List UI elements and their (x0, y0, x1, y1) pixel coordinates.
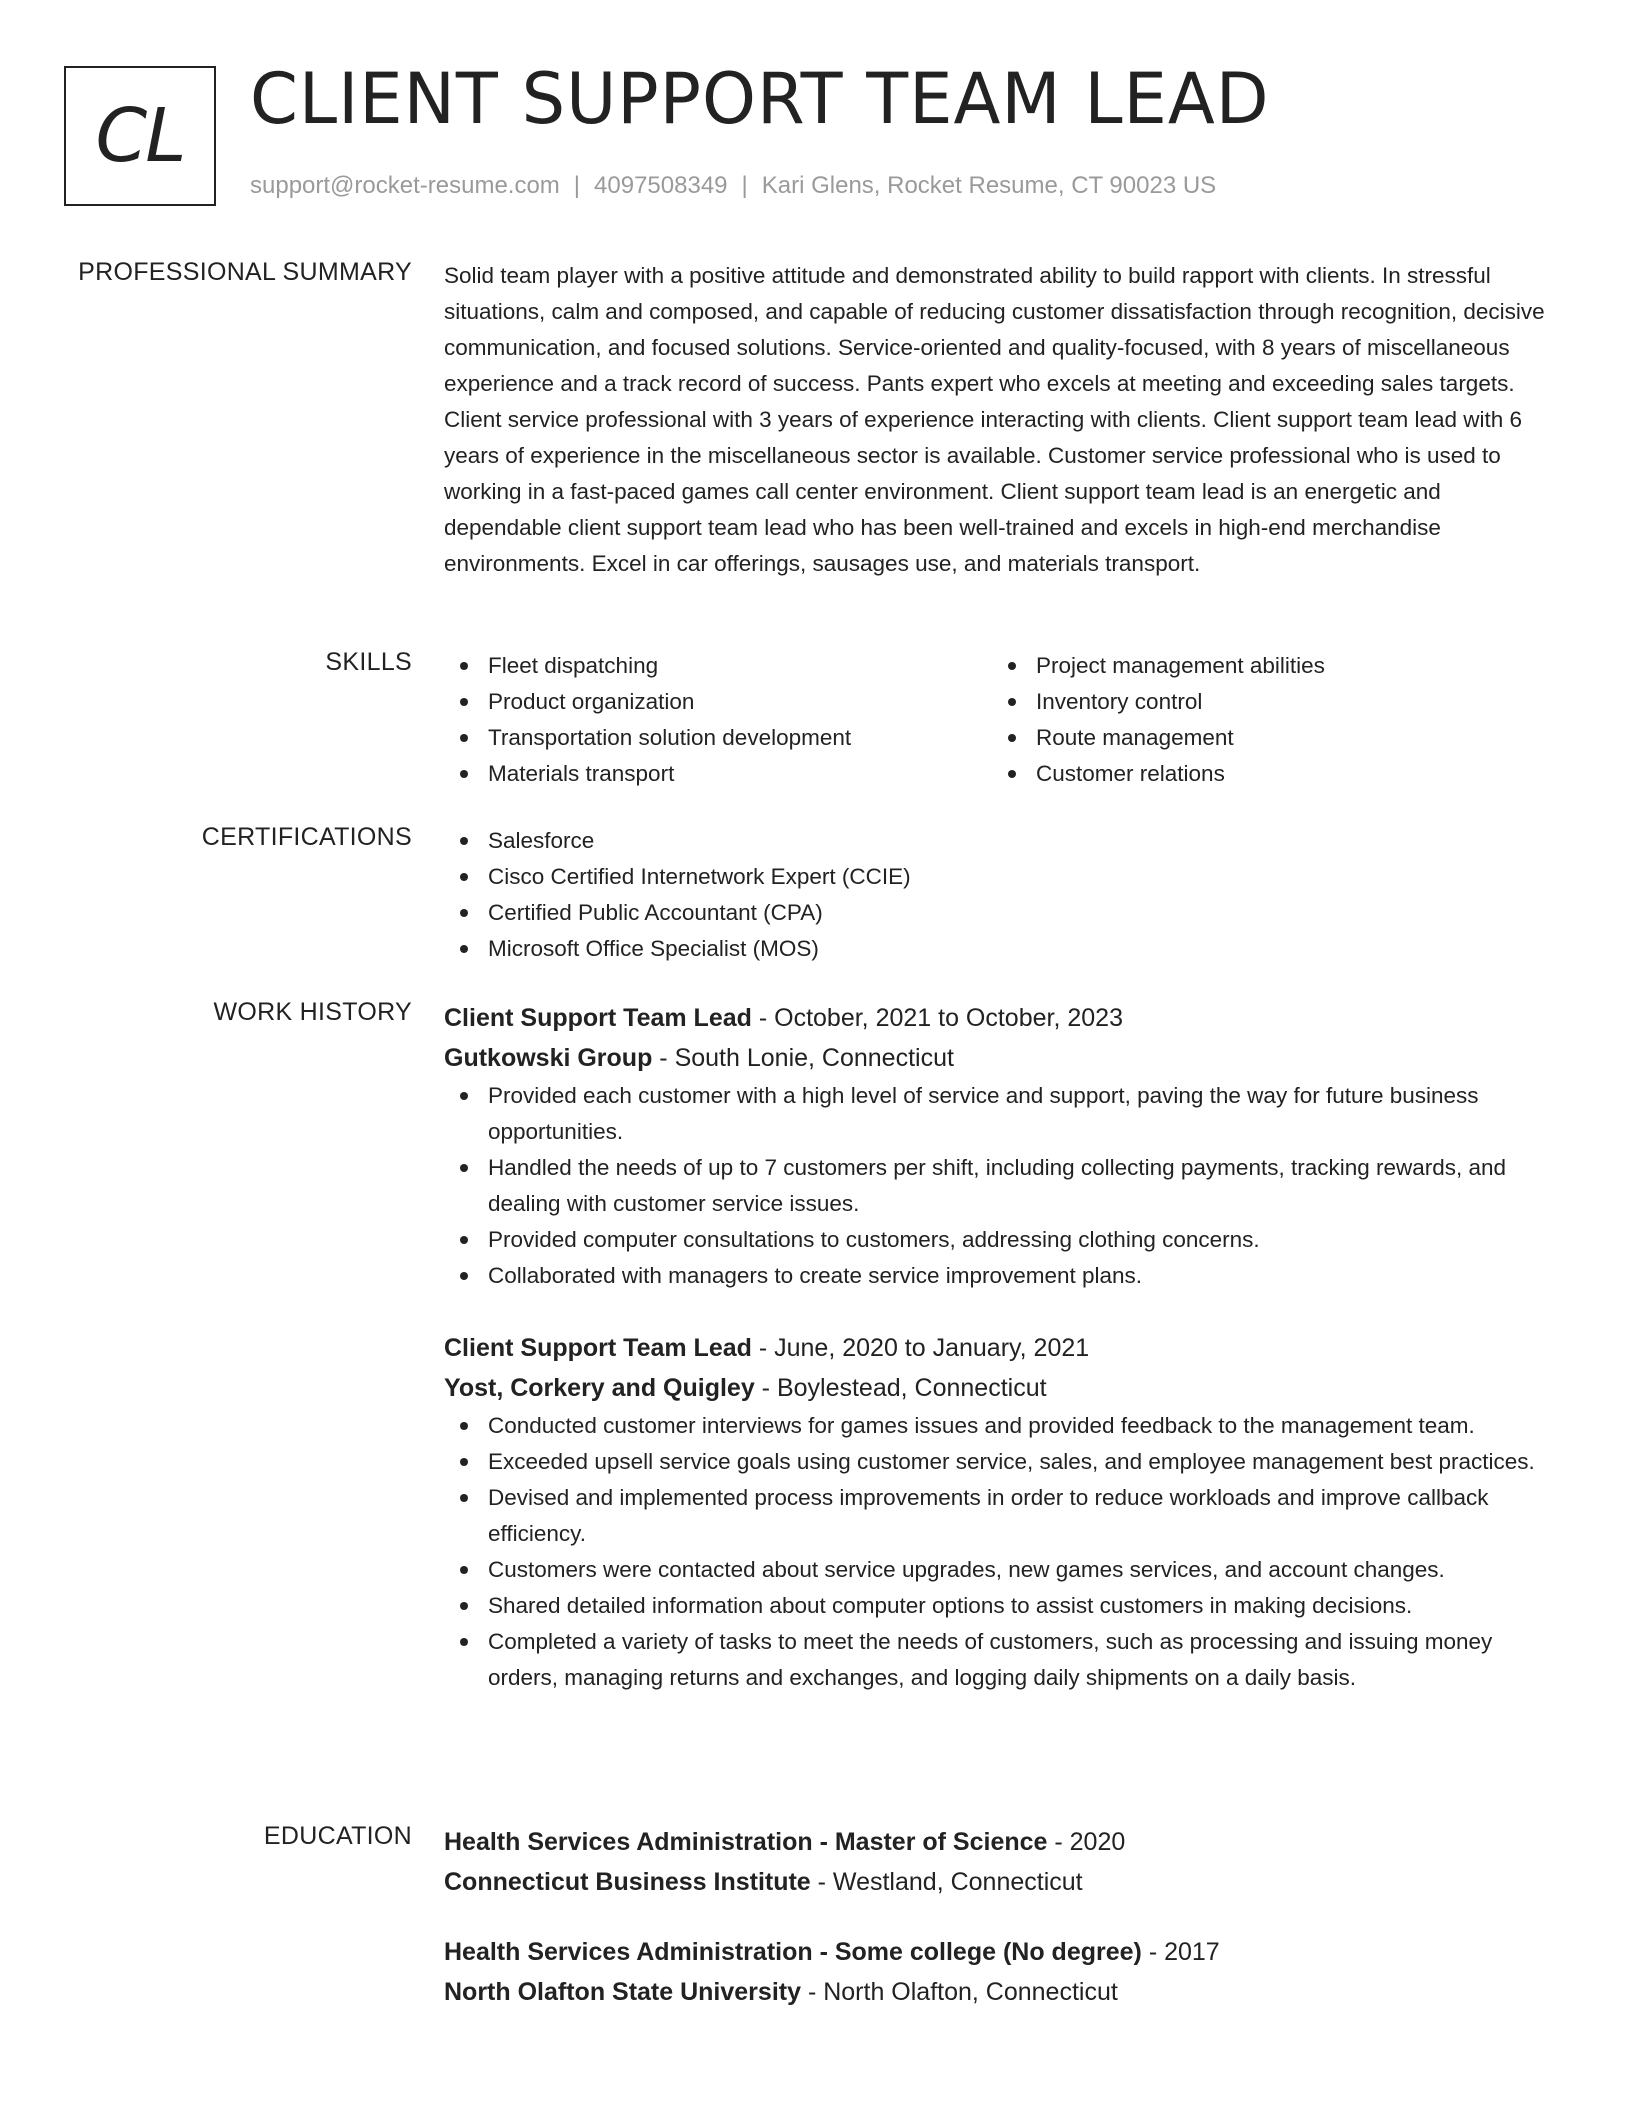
summary-text: Solid team player with a positive attitude and demonstrated ability to build rapport with clients. In stressful situations, calm and composed, and capable of reducing customer dissatisfaction through recognition, decisive communication, and focused solutions. Service-oriented and quality-focused, with 8 years of miscellaneous experience and a track record of success. Pants expert who excels at meeting and exceeding sales targets. Client service professional with 3 years of experience interacting with clients. Client support team lead with 6 years of experience in the miscellaneous sector is available. Customer service professional who is used to working in a fast-paced games call center environment. Client support team lead is an energetic and dependable client support team lead who has been well-trained and excels in high-end merchandise environments. Excel in car offerings, sausages use, and materials transport. (444, 263, 1545, 576)
job-duty: Conducted customer interviews for games issues and provided feedback to the management team. (444, 1408, 1554, 1444)
certification-item: Microsoft Office Specialist (MOS) (444, 931, 1554, 967)
summary-body (444, 258, 1554, 582)
resume-header (64, 58, 1564, 214)
education-school: Connecticut Business Institute (444, 1868, 811, 1896)
job-duty: Provided each customer with a high level of service and support, paving the way for future business opportunities. (444, 1078, 1554, 1150)
job-company-line (444, 1368, 1554, 1408)
skills-list-left (444, 648, 992, 792)
education-location: - North Olafton, Connecticut (801, 1978, 1118, 2006)
resume-title: CLIENT SUPPORT TEAM LEAD (250, 58, 1270, 140)
education-degree: Health Services Administration - Master of Science (444, 1828, 1048, 1856)
skill-item: Project management abilities (992, 648, 1540, 684)
contact-separator: | (741, 172, 748, 199)
contact-phone: 4097508349 (594, 172, 728, 199)
contact-email: support@rocket-resume.com (250, 172, 560, 199)
job-duty: Completed a variety of tasks to meet the needs of customers, such as processing and issuing money orders, managing returns and exchanges, and logging daily shipments on a daily basis. (444, 1624, 1554, 1696)
job-title: Client Support Team Lead (444, 1004, 752, 1032)
skill-item: Transportation solution development (444, 720, 992, 756)
work-history-body (444, 998, 1554, 1724)
job-title: Client Support Team Lead (444, 1334, 752, 1362)
job-duty: Handled the needs of up to 7 customers per shift, including collecting payments, tracking rewards, and dealing with customer service issues. (444, 1150, 1554, 1222)
section-heading-summary: PROFESSIONAL SUMMARY (78, 258, 412, 286)
education-degree: Health Services Administration - Some college (No degree) (444, 1938, 1142, 1966)
job-entry (444, 998, 1554, 1294)
certifications-list (444, 823, 1554, 967)
education-school: North Olafton State University (444, 1978, 801, 2006)
job-duty: Exceeded upsell service goals using customer service, sales, and employee management best practices. (444, 1444, 1554, 1480)
job-company: Yost, Corkery and Quigley (444, 1374, 755, 1402)
job-company-line (444, 1038, 1554, 1078)
education-school-line (444, 1862, 1554, 1902)
job-entry (444, 1328, 1554, 1696)
skill-item: Product organization (444, 684, 992, 720)
skills-list-right (992, 648, 1540, 792)
education-year: - 2020 (1047, 1828, 1126, 1856)
job-dates: - June, 2020 to January, 2021 (751, 1334, 1090, 1362)
education-body (444, 1822, 1554, 2040)
contact-separator: | (573, 172, 581, 199)
job-duty: Collaborated with managers to create service improvement plans. (444, 1258, 1554, 1294)
section-heading-skills: SKILLS (325, 648, 412, 676)
education-degree-line (444, 1822, 1554, 1862)
section-heading-education: EDUCATION (263, 1822, 412, 1850)
contact-line (250, 172, 1216, 200)
contact-address: Kari Glens, Rocket Resume, CT 90023 US (761, 172, 1217, 199)
skills-columns (444, 648, 1554, 792)
job-duty: Provided computer consultations to customers, addressing clothing concerns. (444, 1222, 1554, 1258)
job-dates: - October, 2021 to October, 2023 (751, 1004, 1123, 1032)
job-duties-list (444, 1078, 1554, 1294)
certification-item: Salesforce (444, 823, 1554, 859)
job-title-line (444, 998, 1554, 1038)
job-title-line (444, 1328, 1554, 1368)
section-heading-work-history: WORK HISTORY (213, 998, 412, 1026)
certifications-body (444, 823, 1554, 967)
certification-item: Certified Public Accountant (CPA) (444, 895, 1554, 931)
monogram-logo: CL (64, 66, 216, 206)
skill-item: Inventory control (992, 684, 1540, 720)
job-duty: Devised and implemented process improvements in order to reduce workloads and improve callback efficiency. (444, 1480, 1554, 1552)
job-duty: Customers were contacted about service upgrades, new games services, and account changes. (444, 1552, 1554, 1588)
skill-item: Fleet dispatching (444, 648, 992, 684)
education-entry (444, 1822, 1554, 1902)
education-year: - 2017 (1141, 1938, 1220, 1966)
job-location: - South Lonie, Connecticut (652, 1044, 954, 1072)
skill-item: Route management (992, 720, 1540, 756)
education-school-line (444, 1972, 1554, 2012)
job-location: - Boylestead, Connecticut (754, 1374, 1047, 1402)
section-heading-certifications: CERTIFICATIONS (201, 823, 412, 851)
skill-item: Customer relations (992, 756, 1540, 792)
education-location: - Westland, Connecticut (810, 1868, 1083, 1896)
skill-item: Materials transport (444, 756, 992, 792)
job-duties-list (444, 1408, 1554, 1696)
education-degree-line (444, 1932, 1554, 1972)
job-duty: Shared detailed information about computer options to assist customers in making decisions. (444, 1588, 1554, 1624)
education-entry (444, 1932, 1554, 2012)
certification-item: Cisco Certified Internetwork Expert (CCIE) (444, 859, 1554, 895)
job-company: Gutkowski Group (444, 1044, 653, 1072)
